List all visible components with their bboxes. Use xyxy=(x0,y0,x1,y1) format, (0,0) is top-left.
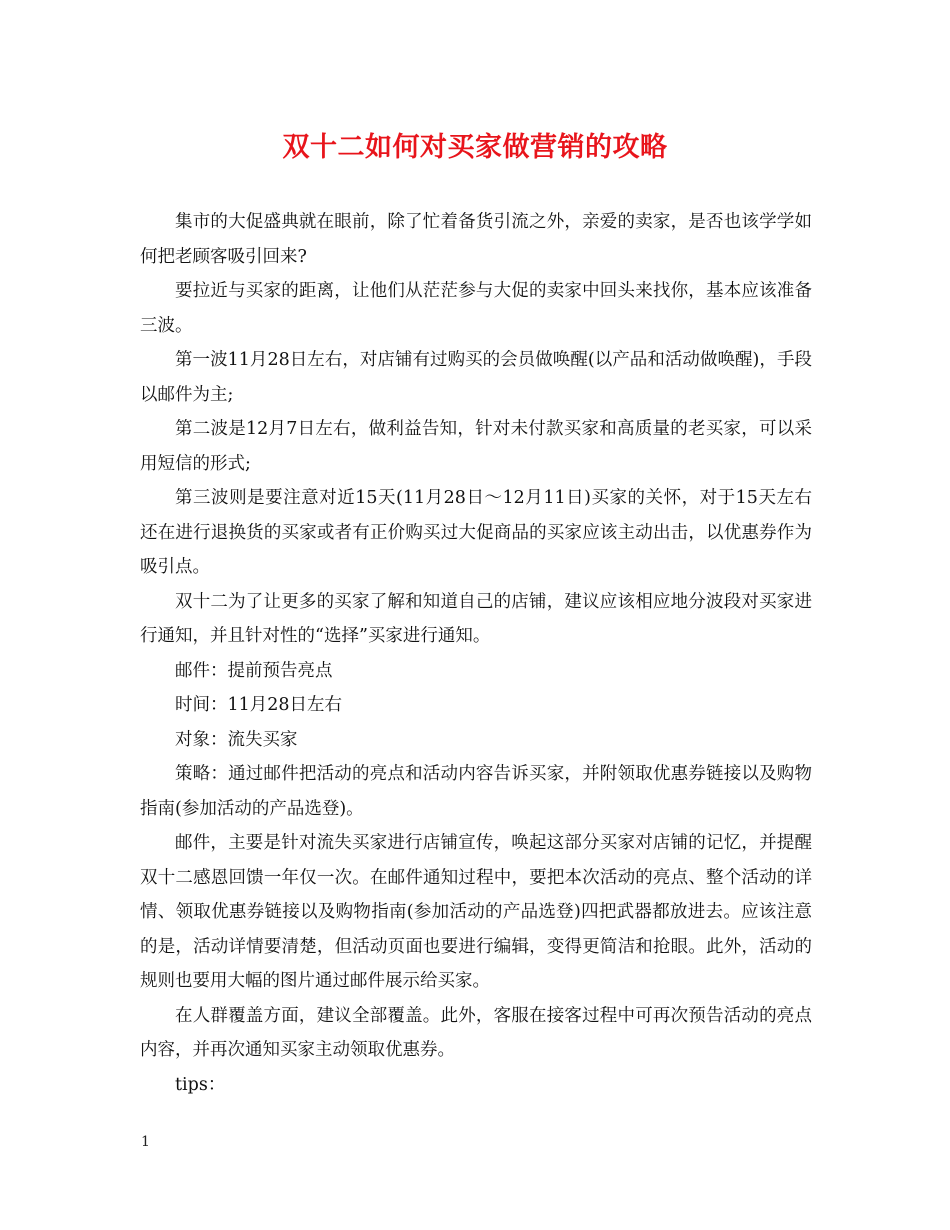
paragraph: 集市的大促盛典就在眼前，除了忙着备货引流之外，亲爱的卖家，是否也该学学如何把老顾客吸引回来? xyxy=(140,212,812,267)
paragraph: 第一波11月28日左右，对店铺有过购买的会员做唤醒(以产品和活动做唤醒)，手段以邮件为主; xyxy=(140,350,812,405)
paragraph: 在人群覆盖方面，建议全部覆盖。此外，客服在接客过程中可再次预告活动的亮点内容，并再次通知买家主动领取优惠券。 xyxy=(140,1005,812,1060)
paragraph: 邮件：提前预告亮点 xyxy=(175,660,333,681)
paragraph: 第二波是12月7日左右，做利益告知，针对未付款买家和高质量的老买家，可以采用短信的形式; xyxy=(140,419,812,474)
paragraph: 第三波则是要注意对近15天(11月28日～12月11日)买家的关怀，对于15天左右还在进行退换货的买家或者有正价购买过大促商品的买家应该主动出击，以优惠券作为吸引点。 xyxy=(140,488,812,577)
paragraph: 邮件，主要是针对流失买家进行店铺宣传，唤起这部分买家对店铺的记忆，并提醒双十二感恩回馈一年仅一次。在邮件通知过程中，要把本次活动的亮点、整个活动的详情、领取优惠券链接以及购物指南(参加活动的产品选登)四把武器都放进去。应该注意的是，活动详情要清楚，但活动页面也要进行编辑，变得更简洁和抢眼。此外，活动的规则也要用大幅的图片通过邮件展示给买家。 xyxy=(140,833,812,991)
paragraph: 双十二为了让更多的买家了解和知道自己的店铺，建议应该相应地分波段对买家进行通知，并且针对性的“选择”买家进行通知。 xyxy=(140,591,812,646)
paragraph: 时间：11月28日左右 xyxy=(175,695,343,715)
paragraph: 策略：通过邮件把活动的亮点和活动内容告诉买家，并附领取优惠券链接以及购物指南(参加活动的产品选登)。 xyxy=(140,764,812,819)
paragraph: 对象：流失买家 xyxy=(175,729,298,750)
paragraph: tips： xyxy=(175,1074,226,1095)
document-title: 双十二如何对买家做营销的攻略 xyxy=(282,132,668,163)
document-body xyxy=(140,205,812,1102)
page-number: 1 xyxy=(141,1134,150,1150)
paragraph: 要拉近与买家的距离，让他们从茫茫参与大促的卖家中回头来找你，基本应该准备三波。 xyxy=(140,281,812,336)
